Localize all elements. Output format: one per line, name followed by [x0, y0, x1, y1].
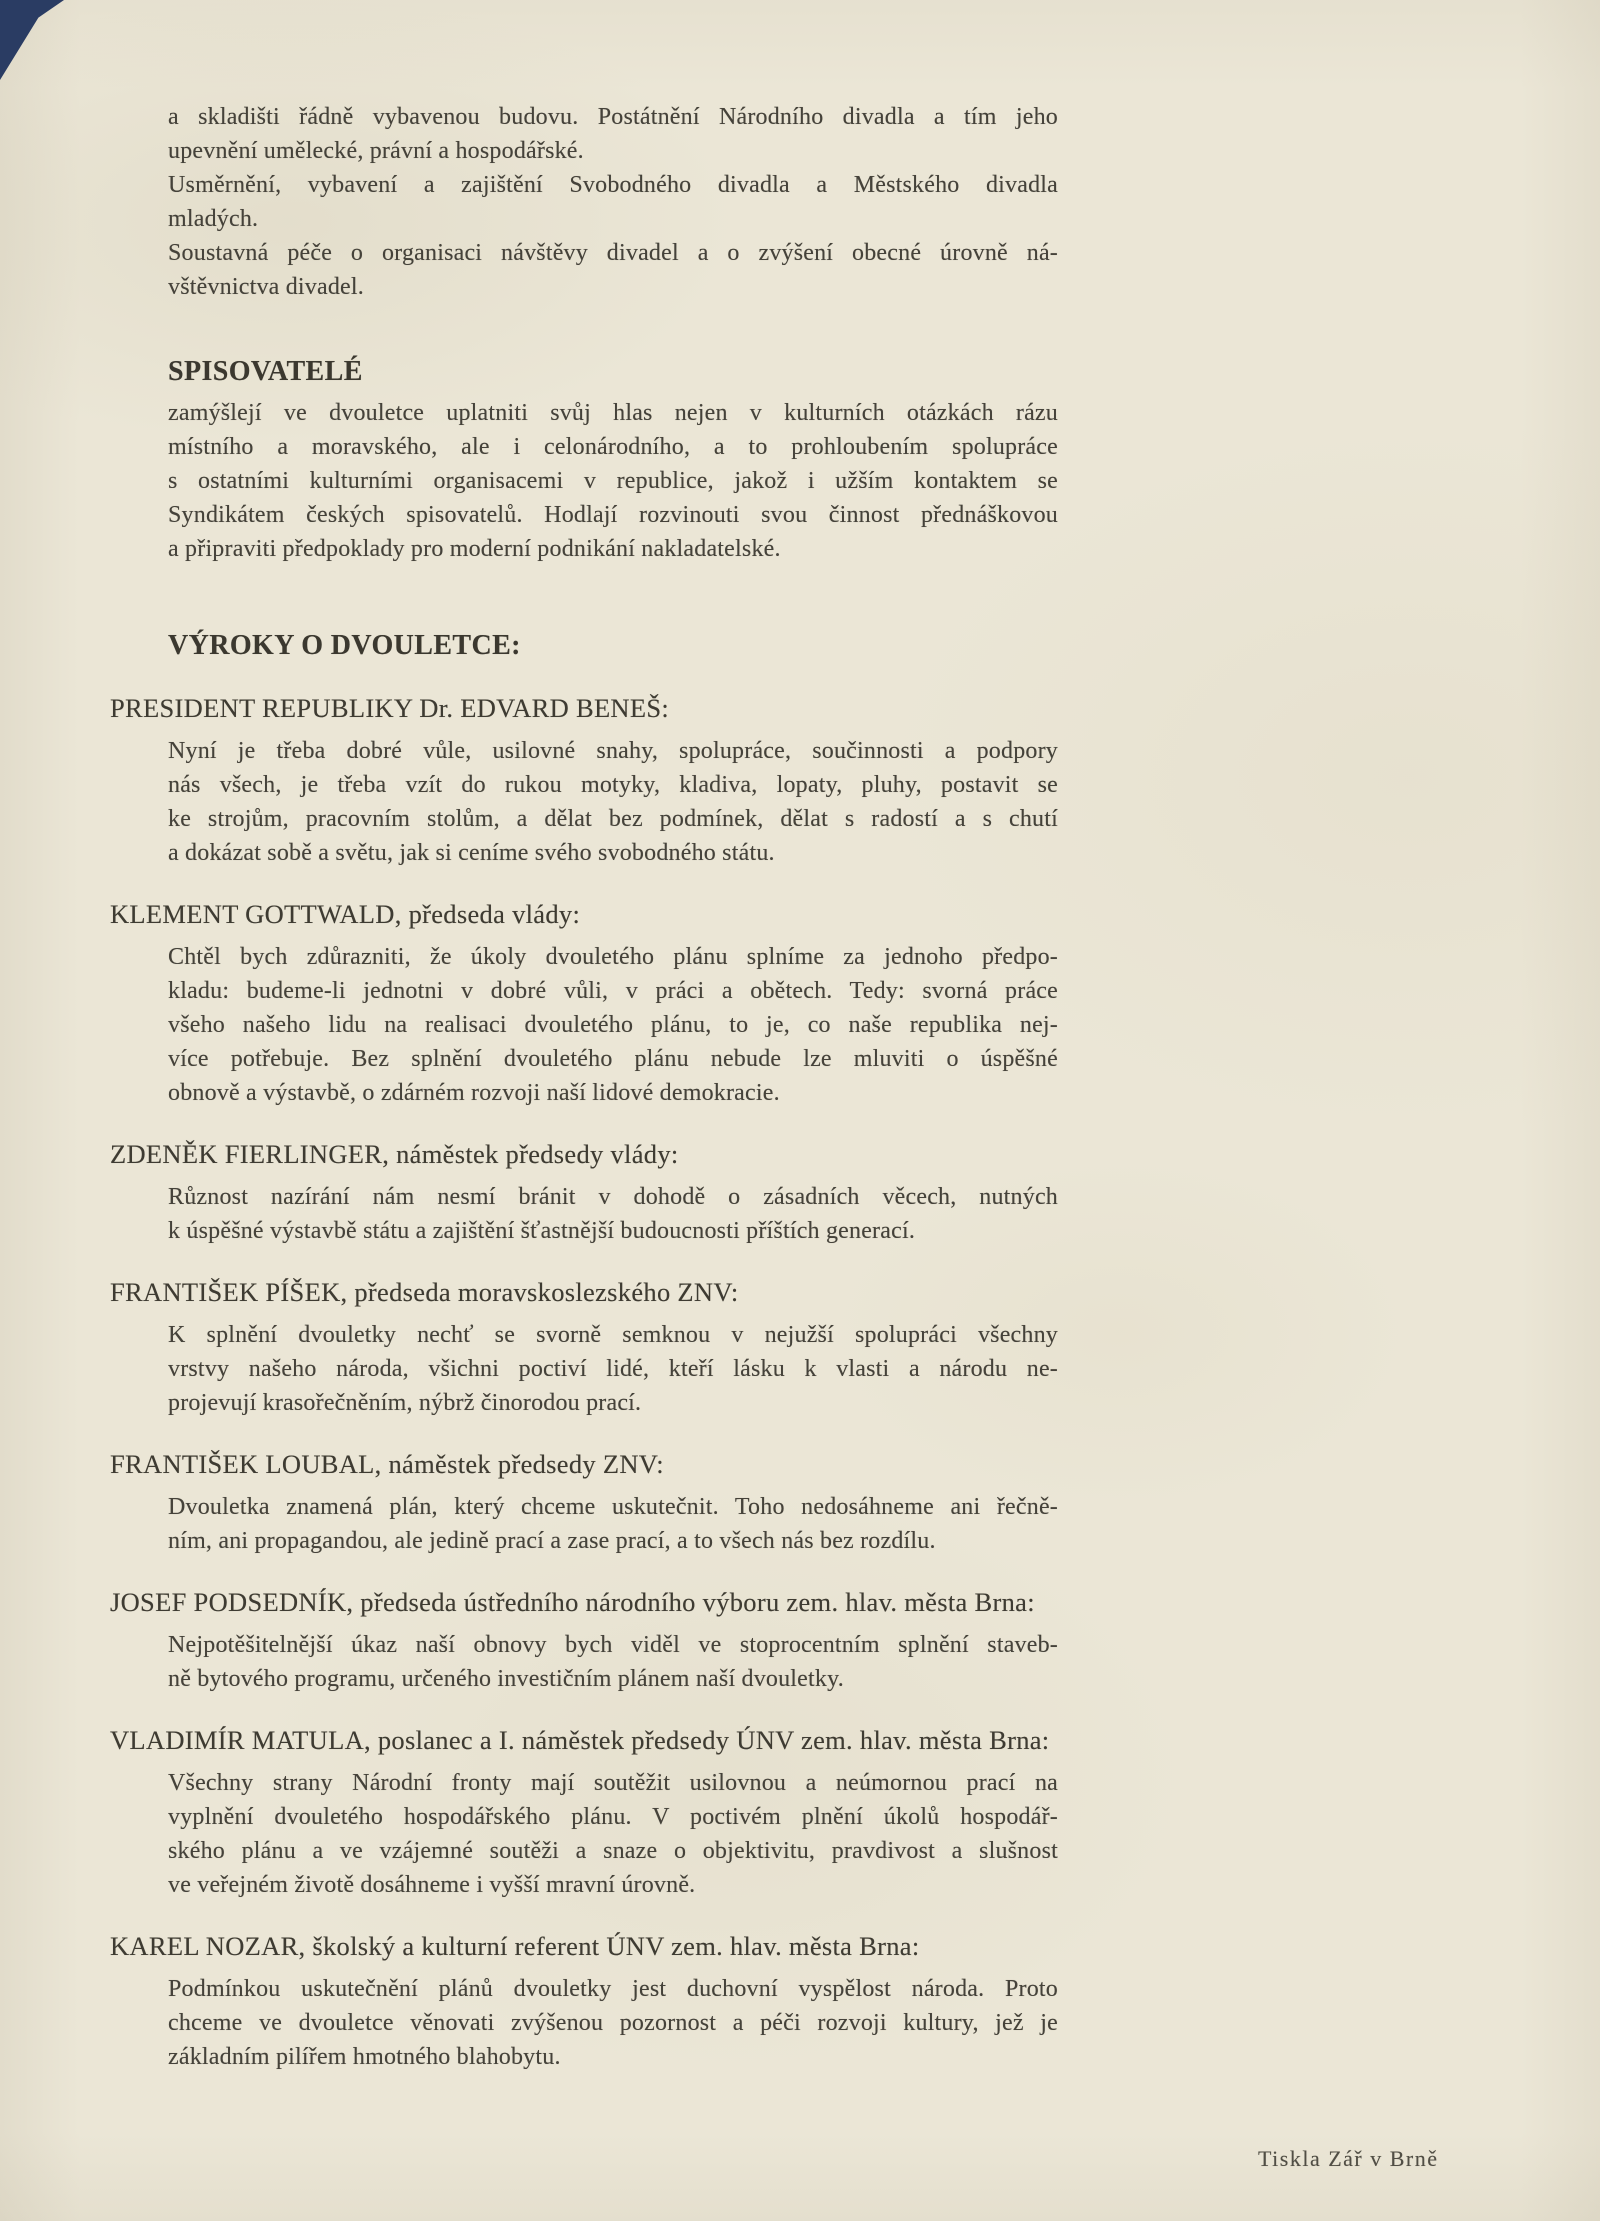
- page-corner-fold: [0, 0, 64, 80]
- text-line: ním, ani propagandou, ale jedině prací a zase prací, a to všech nás bez rozdílu.: [168, 1528, 936, 1554]
- text-line: Podmínkou uskutečnění plánů dvouletky jest duchovní vyspělost národa. Proto: [168, 1976, 1058, 2002]
- intro-paragraph: [168, 100, 1058, 168]
- text-line: Soustavná péče o organisaci návštěvy divadel a o zvýšení obecné úrovně ná-: [168, 240, 1058, 266]
- text-line: obnově a výstavbě, o zdárném rozvoji naší lidové demokracie.: [168, 1080, 780, 1106]
- text-line: vrstvy našeho národa, všichni poctiví lidé, kteří lásku k vlasti a národu ne-: [168, 1356, 1058, 1382]
- quote-block: [110, 1722, 1058, 1902]
- text-line: a připraviti předpoklady pro moderní podnikání nakladatelské.: [168, 536, 781, 562]
- quote-speaker-heading: PRESIDENT REPUBLIKY Dr. EDVARD BENEŠ:: [110, 693, 670, 723]
- quote-speaker-heading: JOSEF PODSEDNÍK, předseda ústředního národního výboru zem. hlav. města Brna:: [110, 1587, 1035, 1617]
- quote-speaker-heading: FRANTIŠEK LOUBAL, náměstek předsedy ZNV:: [110, 1449, 664, 1479]
- text-line: nás všech, je třeba vzít do rukou motyky, kladiva, lopaty, pluhy, postavit se: [168, 772, 1058, 798]
- text-line: více potřebuje. Bez splnění dvouletého plánu nebude lze mluviti o úspěšné: [168, 1046, 1058, 1072]
- text-line: Nejpotěšitelnější úkaz naší obnovy bych viděl ve stoprocentním splnění staveb-: [168, 1632, 1058, 1658]
- text-line: vyplnění dvouletého hospodářského plánu. V poctivém plnění úkolů hospodář-: [168, 1804, 1058, 1830]
- text-line: vštěvnictva divadel.: [168, 274, 364, 300]
- text-line: mladých.: [168, 206, 259, 232]
- quote-speaker-heading: VLADIMÍR MATULA, poslanec a I. náměstek předsedy ÚNV zem. hlav. města Brna:: [110, 1725, 1050, 1755]
- quote-paragraph: [168, 1490, 1058, 1558]
- quote-block: [110, 1928, 1058, 2074]
- intro-paragraph: [168, 168, 1058, 236]
- text-line: ke strojům, pracovním stolům, a dělat bez podmínek, dělat s radostí a s chutí: [168, 806, 1058, 832]
- quote-block: [110, 690, 1058, 870]
- intro-paragraphs: [168, 100, 1058, 304]
- quote-block: [110, 1446, 1058, 1558]
- text-line: K splnění dvouletky nechť se svorně semknou v nejužší spolupráci všechny: [168, 1322, 1058, 1348]
- text-line: chceme ve dvouletce věnovati zvýšenou pozornost a péči rozvoji kultury, jež je: [168, 2010, 1058, 2036]
- text-line: a dokázat sobě a světu, jak si ceníme svého svobodného státu.: [168, 840, 775, 866]
- text-line: a skladišti řádně vybavenou budovu. Postátnění Národního divadla a tím jeho: [168, 104, 1058, 130]
- text-line: základním pilířem hmotného blahobytu.: [168, 2044, 561, 2070]
- page-content: [110, 0, 1058, 2074]
- text-line: Dvouletka znamená plán, který chceme uskutečnit. Toho nedosáhneme ani řečně-: [168, 1494, 1058, 1520]
- quote-paragraph: [168, 1766, 1058, 1902]
- quote-paragraph: [168, 1180, 1058, 1248]
- text-line: Usměrnění, vybavení a zajištění Svobodného divadla a Městského divadla: [168, 172, 1058, 198]
- text-line: s ostatními kulturními organisacemi v republice, jakož i užším kontaktem se: [168, 468, 1058, 494]
- intro-paragraph: [168, 236, 1058, 304]
- text-line: Všechny strany Národní fronty mají soutěžit usilovnou a neúmornou prací na: [168, 1770, 1058, 1796]
- text-line: Chtěl bych zdůrazniti, že úkoly dvouletého plánu splníme za jednoho předpo-: [168, 944, 1058, 970]
- text-line: k úspěšné výstavbě státu a zajištění šťastnější budoucnosti příštích generací.: [168, 1218, 916, 1244]
- text-line: ve veřejném životě dosáhneme i vyšší mravní úrovně.: [168, 1872, 696, 1898]
- text-line: Nyní je třeba dobré vůle, usilovné snahy, spolupráce, součinnosti a podpory: [168, 738, 1058, 764]
- quotes-list: [110, 690, 1058, 2074]
- quote-speaker-heading: FRANTIŠEK PÍŠEK, předseda moravskoslezského ZNV:: [110, 1277, 739, 1307]
- quote-paragraph: [168, 734, 1058, 870]
- quote-speaker-heading: ZDENĚK FIERLINGER, náměstek předsedy vlády:: [110, 1139, 679, 1169]
- quote-block: [110, 1136, 1058, 1248]
- text-line: ského plánu a ve vzájemné soutěži a snaze o objektivitu, pravdivost a slušnost: [168, 1838, 1058, 1864]
- quote-block: [110, 896, 1058, 1110]
- text-line: ně bytového programu, určeného investičním plánem naší dvouletky.: [168, 1666, 844, 1692]
- quote-paragraph: [168, 1318, 1058, 1420]
- text-line: Syndikátem českých spisovatelů. Hodlají rozvinouti svou činnost přednáškovou: [168, 502, 1058, 528]
- text-line: projevují krasořečněním, nýbrž činorodou prací.: [168, 1390, 642, 1416]
- printer-imprint: Tiskla Zář v Brně: [1258, 2146, 1439, 2171]
- text-line: zamýšlejí ve dvouletce uplatniti svůj hlas nejen v kulturních otázkách rázu: [168, 400, 1058, 426]
- text-line: upevnění umělecké, právní a hospodářské.: [168, 138, 584, 164]
- text-line: místního a moravského, ale i celonárodního, a to prohloubením spolupráce: [168, 434, 1058, 460]
- quote-block: [110, 1274, 1058, 1420]
- quote-speaker-heading: KLEMENT GOTTWALD, předseda vlády:: [110, 899, 581, 929]
- quote-block: [110, 1584, 1058, 1696]
- text-line: všeho našeho lidu na realisaci dvouletého plánu, to je, co naše republika nej-: [168, 1012, 1058, 1038]
- text-line: kladu: budeme-li jednotni v dobré vůli, v práci a obětech. Tedy: svorná práce: [168, 978, 1058, 1004]
- quote-paragraph: [168, 940, 1058, 1110]
- quote-paragraph: [168, 1972, 1058, 2074]
- quotes-title: VÝROKY O DVOULETCE:: [168, 630, 521, 661]
- quote-paragraph: [168, 1628, 1058, 1696]
- writers-paragraph: [168, 396, 1058, 566]
- writers-section-heading: SPISOVATELÉ: [168, 356, 363, 387]
- quote-speaker-heading: KAREL NOZAR, školský a kulturní referent ÚNV zem. hlav. města Brna:: [110, 1931, 920, 1961]
- text-line: Různost nazírání nám nesmí bránit v dohodě o zásadních věcech, nutných: [168, 1184, 1058, 1210]
